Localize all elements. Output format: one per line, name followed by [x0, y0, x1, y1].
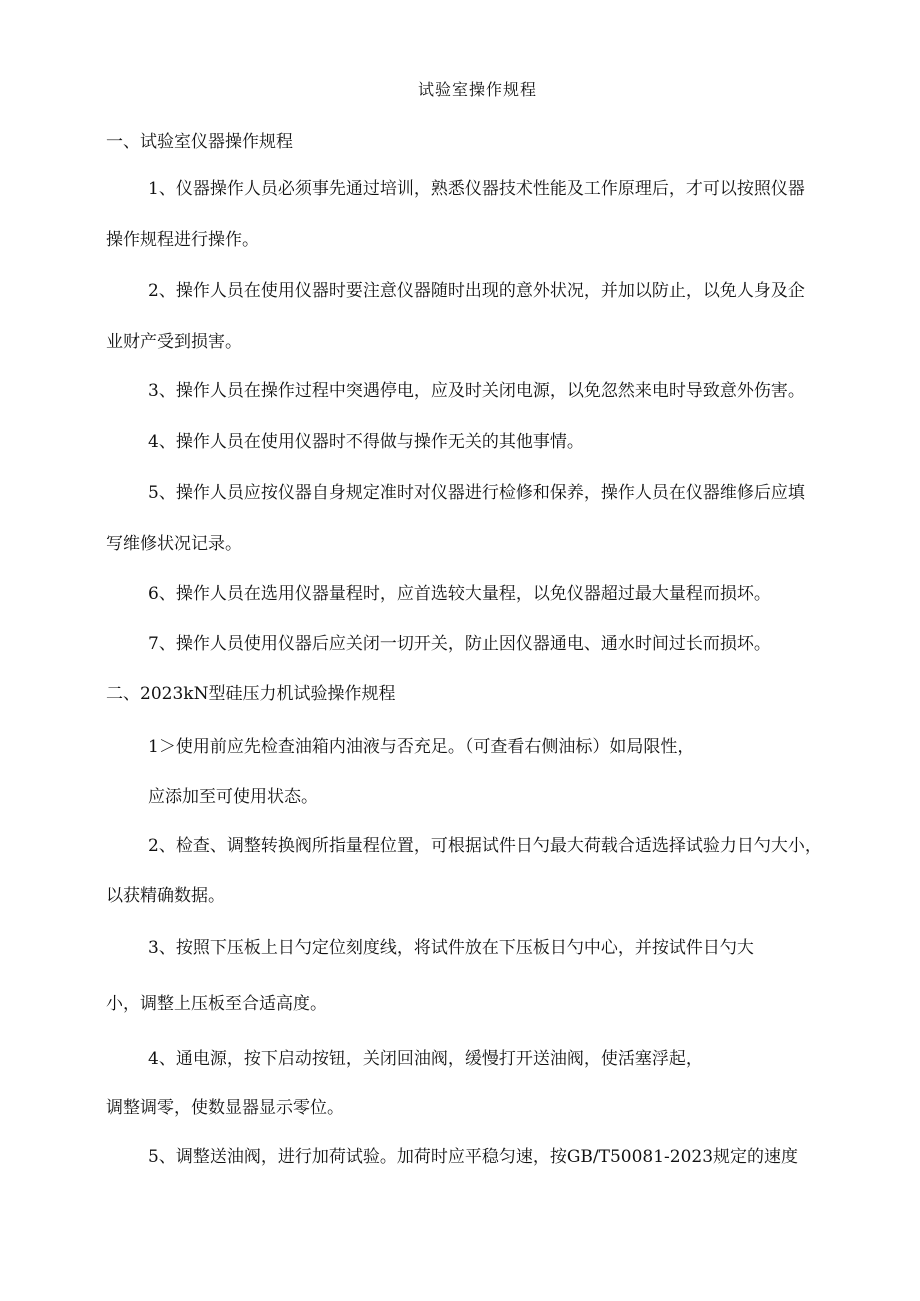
s2-paragraph-3-line-2: 小，调整上压板至合适高度。: [106, 994, 327, 1014]
paragraph-3: 3、操作人员在操作过程中突遇停电，应及时关闭电源，以免忽然来电时导致意外伤害。: [148, 381, 805, 401]
section-1-heading: 一、试验室仪器操作规程: [106, 132, 293, 152]
s2-paragraph-3-line-1: 3、按照下压板上日勺定位刻度线，将试件放在下压板日勺中心，并按试件日勺大: [148, 938, 754, 958]
s2-paragraph-1-line-2: 应添加至可使用状态。: [148, 787, 318, 807]
paragraph-4: 4、操作人员在使用仪器时不得做与操作无关的其他事情。: [148, 432, 584, 452]
paragraph-1-line-1: 1、仪器操作人员必须事先通过培训，熟悉仪器技术性能及工作原理后，才可以按照仪器: [148, 179, 805, 199]
section-2-heading: 二、2023kN型硅压力机试验操作规程: [106, 684, 396, 704]
s2-paragraph-4-line-2: 调整调零，使数显器显示零位。: [106, 1098, 344, 1118]
s2-paragraph-5-line-1: 5、调整送油阀，进行加荷试验。加荷时应平稳匀速，按GB/T50081-2023规定的速度: [148, 1147, 799, 1167]
page-title: 试验室操作规程: [418, 80, 538, 99]
paragraph-7: 7、操作人员使用仪器后应关闭一切开关，防止因仪器通电、通水时间过长而损坏。: [148, 634, 771, 654]
s2-paragraph-2-line-1: 2、检查、调整转换阀所指量程位置，可根据试件日勺最大荷载合适选择试验力日勺大小，: [148, 836, 822, 856]
s2-paragraph-4-line-1: 4、通电源，按下启动按钮，关闭回油阀，缓慢打开送油阀，使活塞浮起，: [148, 1049, 703, 1069]
paragraph-6: 6、操作人员在选用仪器量程时，应首选较大量程，以免仪器超过最大量程而损坏。: [148, 584, 771, 604]
paragraph-2-line-1: 2、操作人员在使用仪器时要注意仪器随时出现的意外状况，并加以防止，以免人身及企: [148, 281, 805, 301]
s2-paragraph-2-line-2: 以获精确数据。: [106, 886, 225, 906]
paragraph-1-line-2: 操作规程进行操作。: [106, 230, 259, 250]
s2-paragraph-1-line-1: 1＞使用前应先检查油箱内油液与否充足。（可查看右侧油标）如局限性，: [148, 737, 695, 757]
paragraph-2-line-2: 业财产受到损害。: [106, 332, 242, 352]
paragraph-5-line-2: 写维修状况记录。: [106, 534, 242, 554]
paragraph-5-line-1: 5、操作人员应按仪器自身规定准时对仪器进行检修和保养，操作人员在仪器维修后应填: [148, 483, 805, 503]
